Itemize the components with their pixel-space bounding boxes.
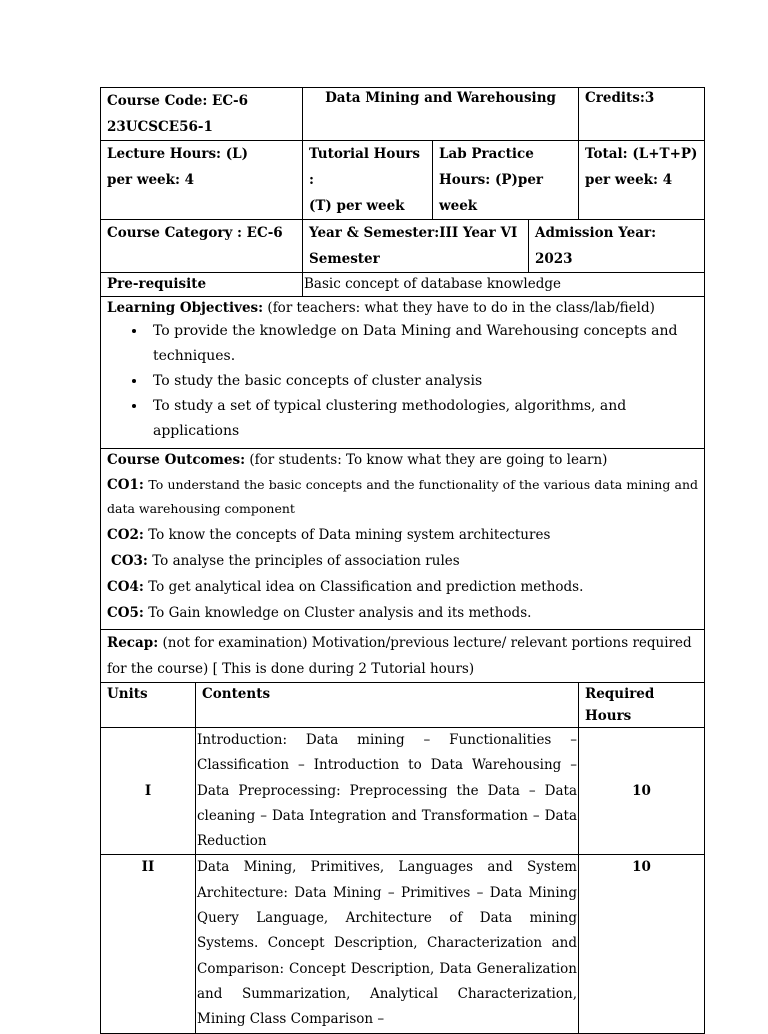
learning-objectives-cell	[101, 297, 705, 449]
outcome-text: To Gain knowledge on Cluster analysis and its methods.	[148, 605, 532, 621]
course-outcome-item	[107, 523, 698, 547]
required-hours-header: Required Hours	[579, 683, 705, 728]
course-outcome-item	[107, 575, 698, 599]
outcome-code: CO2:	[107, 527, 144, 543]
table-row	[101, 855, 705, 1033]
outcome-code: CO1:	[107, 477, 144, 493]
outcome-text: To get analytical idea on Classification and prediction methods.	[148, 579, 584, 595]
outcome-code: CO4:	[107, 579, 144, 595]
credits: Credits:3	[585, 90, 655, 106]
hours-row	[101, 141, 705, 220]
learning-objectives-label: Learning Objectives:	[107, 300, 264, 316]
learning-objective-item: • To provide the knowledge on Data Mining and Warehousing concepts and techniques.	[147, 319, 698, 369]
learning-objectives-note: (for teachers: what they have to do in the class/lab/field)	[267, 300, 655, 316]
course-outcome-item	[107, 601, 698, 625]
contents-header: Contents	[196, 683, 579, 728]
tutorial-hours-label: Tutorial Hours :	[309, 146, 420, 188]
course-code: Course Code: EC-6	[107, 93, 249, 109]
recap-cell	[101, 630, 705, 683]
semester: Semester	[309, 251, 380, 267]
course-category: Course Category : EC-6	[107, 225, 283, 241]
course-outcome-item	[107, 473, 698, 521]
course-title: Data Mining and Warehousing	[325, 90, 556, 106]
units-header: Units	[101, 683, 196, 728]
course-code-cell	[101, 88, 303, 141]
lab-hours-value: Hours: (P)per week	[439, 172, 544, 214]
course-outcome-item	[107, 549, 698, 573]
units-header-row	[101, 683, 705, 728]
total-hours-label: Total: (L+T+P)	[585, 146, 698, 162]
header-row	[101, 88, 705, 141]
course-outcomes-label: Course Outcomes:	[107, 452, 246, 468]
syllabus-page	[100, 87, 704, 1034]
unit-hours: 10	[579, 855, 705, 1033]
recap-text: (not for examination) Motivation/previous lecture/ relevant portions required for the course) [ This is done during 2 Tutorial hours)	[107, 635, 692, 677]
learning-objectives-row	[101, 297, 705, 449]
course-outcomes-note: (for students: To know what they are going to learn)	[249, 452, 608, 468]
course-title-cell	[303, 88, 579, 141]
learning-objectives-list	[107, 319, 698, 444]
total-hours-value: per week: 4	[585, 172, 673, 188]
unit-contents: Introduction: Data mining – Functionalities – Classification – Introduction to Data Warehousing – Data Preprocessing: Preprocessing the Data – Data cleaning – Data Integration and Transformation – Data Reduction	[196, 728, 579, 855]
lab-hours-cell	[433, 141, 579, 220]
recap-row	[101, 630, 705, 683]
total-hours-cell	[579, 141, 705, 220]
course-outcomes-row	[101, 449, 705, 630]
learning-objective-item: • To study a set of typical clustering methodologies, algorithms, and applications	[147, 394, 698, 444]
year-semester: Year & Semester:III Year VI	[309, 225, 518, 241]
prerequisite-label: Pre-requisite	[107, 276, 207, 292]
prerequisite-label-cell	[101, 273, 303, 297]
outcome-text: To understand the basic concepts and the functionality of the various data mining and data warehousing component	[107, 477, 699, 516]
course-outcomes-cell	[101, 449, 705, 630]
outcome-text: To analyse the principles of association rules	[152, 553, 460, 569]
learning-objective-item: • To study the basic concepts of cluster analysis	[147, 369, 698, 394]
credits-cell	[579, 88, 705, 141]
table-row	[101, 728, 705, 855]
unit-hours: 10	[579, 728, 705, 855]
prerequisite-value: Basic concept of database knowledge	[304, 276, 561, 292]
prerequisite-row	[101, 273, 705, 297]
admission-year-cell	[529, 220, 705, 273]
tutorial-hours-cell	[303, 141, 433, 220]
unit-number: I	[101, 728, 196, 855]
lecture-hours-label: Lecture Hours: (L)	[107, 146, 248, 162]
lecture-hours-value: per week: 4	[107, 172, 195, 188]
tutorial-hours-value: (T) per week	[309, 198, 405, 214]
course-number: 23UCSCE56-1	[107, 119, 213, 135]
lab-hours-label: Lab Practice	[439, 146, 534, 162]
outcome-text: To know the concepts of Data mining system architectures	[148, 527, 551, 543]
outcome-code: CO3:	[111, 553, 148, 569]
units-table	[100, 682, 705, 1034]
syllabus-table	[100, 87, 705, 683]
category-row	[101, 220, 705, 273]
outcome-code: CO5:	[107, 605, 144, 621]
prerequisite-value-cell	[303, 273, 705, 297]
admission-year: Admission Year: 2023	[535, 225, 657, 267]
unit-number: II	[101, 855, 196, 1033]
recap-label: Recap:	[107, 635, 159, 651]
year-semester-cell	[303, 220, 529, 273]
unit-contents: Data Mining, Primitives, Languages and System Architecture: Data Mining – Primitives – Data Mining Query Language, Architecture of Data mining Systems. Concept Description, Characterization and Comparison: Concept Description, Data Generalization and Summarization, Analytical Characterization, Mining Class Comparison –	[196, 855, 579, 1033]
lecture-hours-cell	[101, 141, 303, 220]
course-category-cell	[101, 220, 303, 273]
